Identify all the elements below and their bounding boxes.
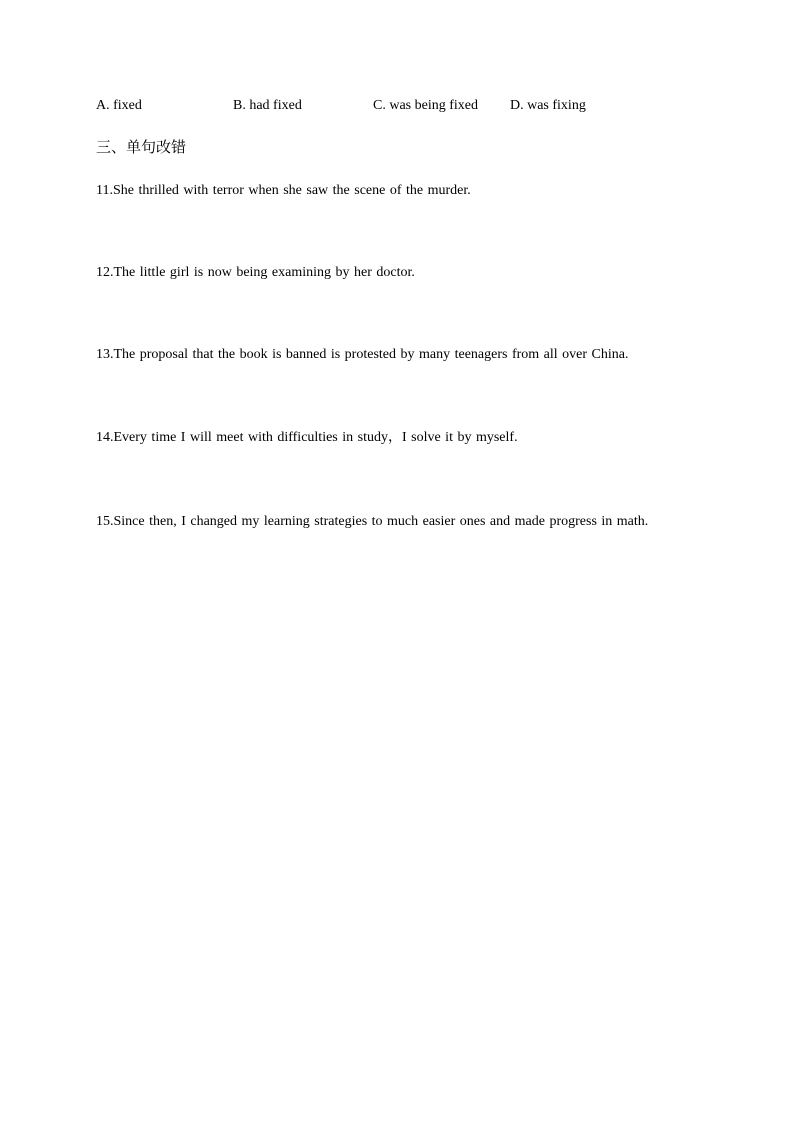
question-12: 12.The little girl is now being examining by her doctor.	[96, 265, 415, 280]
section-heading: 三、单句改错	[96, 138, 187, 156]
question-13: 13.The proposal that the book is banned is protested by many teenagers from all over China.	[96, 347, 629, 362]
option-d: D. was fixing	[510, 98, 586, 113]
option-c: C. was being fixed	[373, 98, 478, 113]
choice-options	[96, 97, 716, 115]
question-15: 15.Since then, I changed my learning strategies to much easier ones and made progress in math.	[96, 514, 649, 529]
question-11: 11.She thrilled with terror when she saw the scene of the murder.	[96, 183, 471, 198]
option-b: B. had fixed	[233, 98, 302, 113]
option-a: A. fixed	[96, 98, 142, 113]
question-14: 14.Every time I will meet with difficulties in study，I solve it by myself.	[96, 430, 518, 445]
